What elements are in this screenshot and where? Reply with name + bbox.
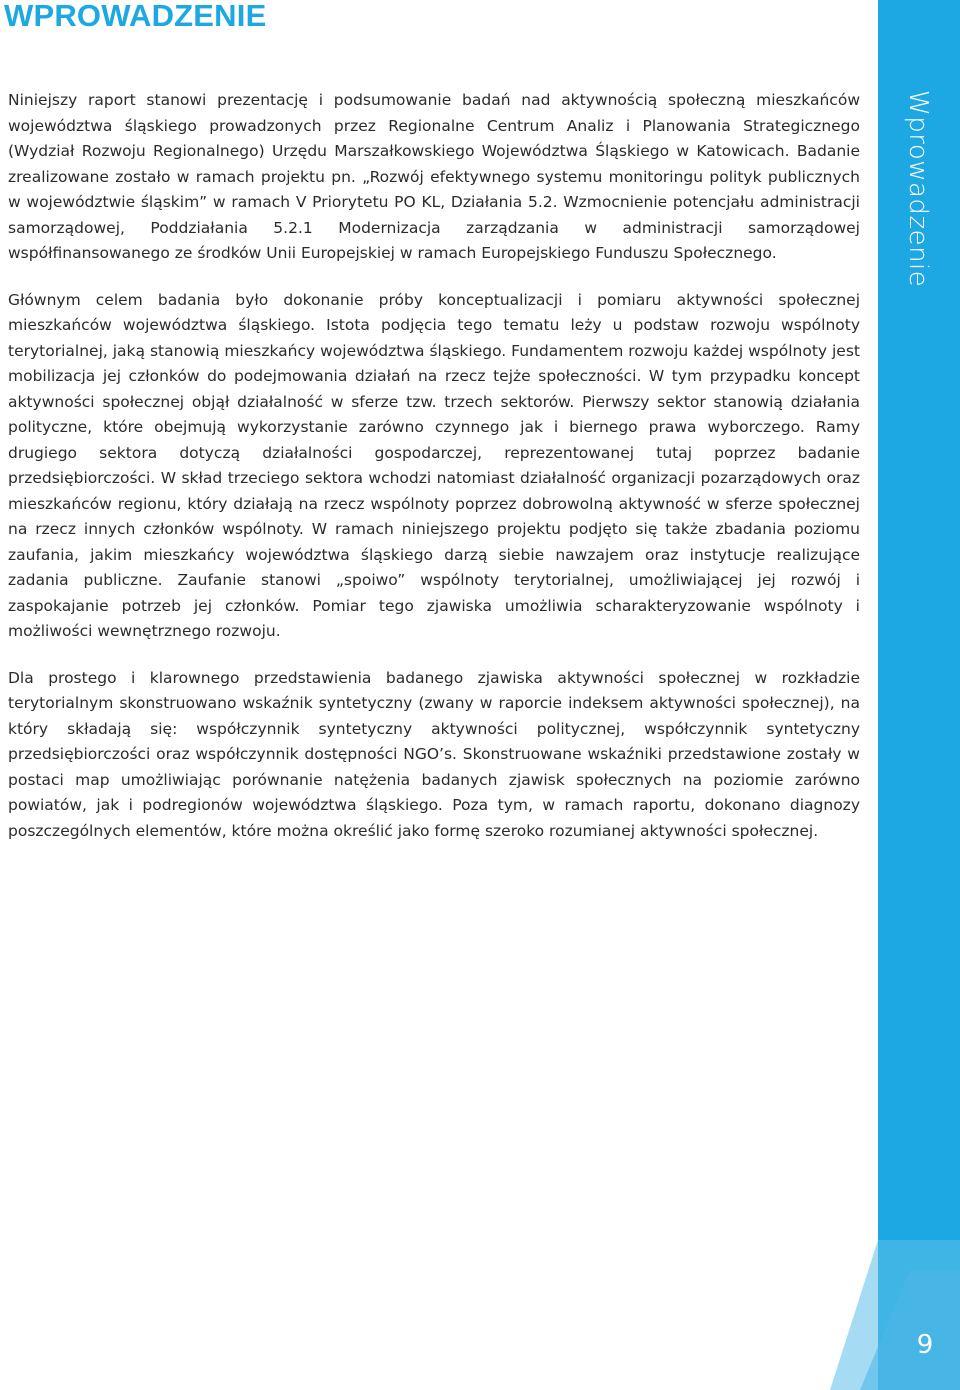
sidebar-label-text: Wprowadzenie bbox=[903, 90, 933, 288]
paragraph-goal: Głównym celem badania było dokonanie próby konceptualizacji i pomiaru aktywności społecznej mieszkańców województwa śląskiego. Istota podjęcia tego tematu leży u podstaw rozwoju wspólnoty terytorialnej, jaką stanowią mieszkańcy województwa śląskiego. Fundamentem rozwoju każdej wspólnoty jest mobilizacja jej członków do podejmowania działań na rzecz tejże społeczności. W tym przypadku koncept aktywności społecznej objął działalność w sferze tzw. trzech sektorów. Pierwszy sektor stanowią działania polityczne, które obejmują wykorzystanie zarówno czynnego jak i biernego prawa wyborczego. Ramy drugiego sektora dotyczą działalności gospodarczej, reprezentowanej tutaj poprzez badanie przedsiębiorczości. W skład trzeciego sektora wchodzi natomiast działalność organizacji pozarządowych oraz mieszkańców regionu, który działają na rzecz wspólnoty poprzez dobrowolną aktywność w sferze społecznej na rzecz innych członków wspólnoty. W ramach niniejszego projektu podjęto się także zbadania poziomu zaufania, jakim mieszkańcy województwa śląskiego darzą siebie nawzajem oraz instytucje realizujące zadania publiczne. Zaufanie stanowi „spoiwo” wspólnoty terytorialnej, umożliwiającej jej rozwój i zaspokajanie potrzeb jej członków. Pomiar tego zjawiska umożliwia scharakteryzowanie wspólnoty i możliwości wewnętrznego rozwoju. bbox=[8, 290, 860, 640]
paragraph-intro: Niniejszy raport stanowi prezentację i podsumowanie badań nad aktywnością społeczną mieszkańców województwa śląskiego prowadzonych przez Regionalne Centrum Analiz i Planowania Strategicznego (Wydział Rozwoju Regionalnego) Urzędu Marszałkowskiego Województwa Śląskiego w Katowicach. Badanie zrealizowane zostało w ramach projektu pn. „Rozwój efektywnego systemu monitoringu polityk publicznych w województwie śląskim” w ramach V Priorytetu PO KL, Działania 5.2. Wzmocnienie potencjału administracji samorządowej, Poddziałania 5.2.1 Modernizacja zarządzania w administracji samorządowej współfinansowanego ze środków Unii Europejskiej w ramach Europejskiego Funduszu Społecznego. bbox=[8, 91, 860, 262]
body-text bbox=[8, 88, 860, 865]
sidebar-section-label bbox=[882, 90, 954, 300]
corner-decoration bbox=[830, 1240, 960, 1390]
page-number: 9 bbox=[916, 1330, 934, 1360]
paragraph-method: Dla prostego i klarownego przedstawienia badanego zjawiska aktywności społecznej w rozkładzie terytorialnym skonstruowano wskaźnik syntetyczny (zwany w raporcie indeksem aktywności społecznej), na który składają się: współczynnik syntetyczny aktywności politycznej, współczynnik syntetyczny przedsiębiorczości oraz współczynnik dostępności NGO’s. Skonstruowane wskaźniki przedstawione zostały w postaci map umożliwiając porównanie natężenia badanych zjawisk społecznych na poziomie zarówno powiatów, jak i podregionów województwa śląskiego. Poza tym, w ramach raportu, dokonano diagnozy poszczególnych elementów, które można określić jako formę szeroko rozumianej aktywności społecznej. bbox=[8, 668, 860, 840]
page-title: WPROWADZENIE bbox=[4, 0, 267, 33]
